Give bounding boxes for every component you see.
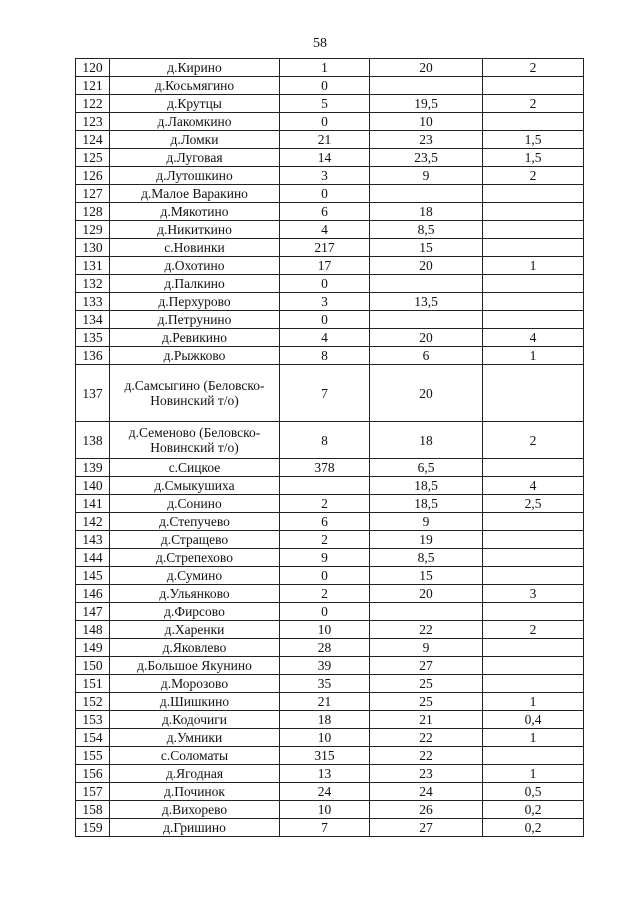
population-cell: 24 (280, 783, 370, 801)
settlement-name-cell: д.Кодочиги (110, 711, 280, 729)
table-row (76, 221, 584, 239)
table-row (76, 347, 584, 365)
row-number-cell: 143 (76, 531, 110, 549)
row-number-cell: 146 (76, 585, 110, 603)
population-cell: 7 (280, 365, 370, 422)
population-cell: 10 (280, 801, 370, 819)
distance-cell (370, 275, 483, 293)
extra-value-cell (483, 185, 584, 203)
extra-value-cell: 4 (483, 477, 584, 495)
settlement-name-cell: д.Степучево (110, 513, 280, 531)
settlement-name-cell: д.Петрунино (110, 311, 280, 329)
table-row (76, 77, 584, 95)
extra-value-cell (483, 293, 584, 311)
distance-cell: 15 (370, 567, 483, 585)
population-cell: 6 (280, 203, 370, 221)
row-number-cell: 150 (76, 657, 110, 675)
row-number-cell: 154 (76, 729, 110, 747)
table-row (76, 365, 584, 422)
table-row (76, 275, 584, 293)
row-number-cell: 136 (76, 347, 110, 365)
table-row (76, 495, 584, 513)
row-number-cell: 155 (76, 747, 110, 765)
row-number-cell: 125 (76, 149, 110, 167)
table-row (76, 131, 584, 149)
distance-cell: 20 (370, 59, 483, 77)
table-row (76, 113, 584, 131)
table-row (76, 149, 584, 167)
row-number-cell: 151 (76, 675, 110, 693)
extra-value-cell (483, 549, 584, 567)
row-number-cell: 128 (76, 203, 110, 221)
extra-value-cell: 3 (483, 585, 584, 603)
distance-cell: 19,5 (370, 95, 483, 113)
settlement-name-cell: с.Новинки (110, 239, 280, 257)
row-number-cell: 149 (76, 639, 110, 657)
settlement-name-cell: д.Ломки (110, 131, 280, 149)
distance-cell: 8,5 (370, 221, 483, 239)
table-row (76, 729, 584, 747)
row-number-cell: 123 (76, 113, 110, 131)
table-row (76, 675, 584, 693)
table-row (76, 657, 584, 675)
page-number: 58 (313, 36, 327, 51)
extra-value-cell: 4 (483, 329, 584, 347)
population-cell: 8 (280, 347, 370, 365)
population-cell: 10 (280, 729, 370, 747)
settlement-name-cell: д.Мякотино (110, 203, 280, 221)
settlement-name-cell: д.Никиткино (110, 221, 280, 239)
row-number-cell: 131 (76, 257, 110, 275)
table-row (76, 239, 584, 257)
row-number-cell: 121 (76, 77, 110, 95)
population-cell: 0 (280, 113, 370, 131)
extra-value-cell: 2 (483, 621, 584, 639)
extra-value-cell: 1 (483, 257, 584, 275)
extra-value-cell: 2 (483, 59, 584, 77)
table-row (76, 257, 584, 275)
settlement-name-cell: д.Лакомкино (110, 113, 280, 131)
distance-cell: 20 (370, 365, 483, 422)
distance-cell: 24 (370, 783, 483, 801)
distance-cell: 26 (370, 801, 483, 819)
row-number-cell: 159 (76, 819, 110, 837)
extra-value-cell: 2 (483, 422, 584, 459)
settlement-name-cell: д.Стращево (110, 531, 280, 549)
table-row (76, 531, 584, 549)
distance-cell (370, 185, 483, 203)
distance-cell: 20 (370, 257, 483, 275)
population-cell: 0 (280, 185, 370, 203)
distance-cell: 18 (370, 422, 483, 459)
extra-value-cell (483, 747, 584, 765)
distance-cell: 15 (370, 239, 483, 257)
population-cell: 315 (280, 747, 370, 765)
table-row (76, 459, 584, 477)
table-row (76, 203, 584, 221)
table-row (76, 783, 584, 801)
population-cell: 0 (280, 567, 370, 585)
settlement-name-cell: д.Перхурово (110, 293, 280, 311)
extra-value-cell (483, 113, 584, 131)
settlement-name-cell: д.Луговая (110, 149, 280, 167)
settlement-name-cell: д.Лутошкино (110, 167, 280, 185)
extra-value-cell: 1 (483, 693, 584, 711)
settlement-name-cell: д.Сонино (110, 495, 280, 513)
extra-value-cell: 2 (483, 167, 584, 185)
table-row (76, 621, 584, 639)
settlement-name-cell: д.Рыжково (110, 347, 280, 365)
row-number-cell: 139 (76, 459, 110, 477)
distance-cell: 6,5 (370, 459, 483, 477)
distance-cell (370, 311, 483, 329)
settlement-name-cell: д.Ягодная (110, 765, 280, 783)
extra-value-cell (483, 311, 584, 329)
table-row (76, 747, 584, 765)
extra-value-cell (483, 675, 584, 693)
table-body (76, 59, 584, 837)
settlement-name-cell: с.Сицкое (110, 459, 280, 477)
population-cell: 5 (280, 95, 370, 113)
row-number-cell: 152 (76, 693, 110, 711)
distance-cell: 25 (370, 675, 483, 693)
population-cell: 6 (280, 513, 370, 531)
population-cell: 21 (280, 693, 370, 711)
distance-cell: 9 (370, 167, 483, 185)
extra-value-cell (483, 275, 584, 293)
population-cell: 4 (280, 221, 370, 239)
distance-cell: 9 (370, 639, 483, 657)
row-number-cell: 124 (76, 131, 110, 149)
population-cell: 2 (280, 495, 370, 513)
population-cell: 13 (280, 765, 370, 783)
population-cell: 2 (280, 531, 370, 549)
population-cell: 39 (280, 657, 370, 675)
distance-cell (370, 77, 483, 95)
extra-value-cell (483, 459, 584, 477)
row-number-cell: 138 (76, 422, 110, 459)
extra-value-cell: 0,2 (483, 801, 584, 819)
extra-value-cell: 1,5 (483, 149, 584, 167)
table-row (76, 95, 584, 113)
population-cell: 28 (280, 639, 370, 657)
row-number-cell: 147 (76, 603, 110, 621)
table-row (76, 329, 584, 347)
distance-cell: 18,5 (370, 495, 483, 513)
settlement-name-cell: д.Косьмягино (110, 77, 280, 95)
row-number-cell: 156 (76, 765, 110, 783)
row-number-cell: 145 (76, 567, 110, 585)
settlement-name-cell: д.Смыкушиха (110, 477, 280, 495)
extra-value-cell: 2,5 (483, 495, 584, 513)
extra-value-cell: 1,5 (483, 131, 584, 149)
table-row (76, 293, 584, 311)
row-number-cell: 137 (76, 365, 110, 422)
table-row (76, 819, 584, 837)
distance-cell: 19 (370, 531, 483, 549)
table-row (76, 639, 584, 657)
distance-cell: 23 (370, 765, 483, 783)
population-cell: 14 (280, 149, 370, 167)
settlement-name-cell: д.Шишкино (110, 693, 280, 711)
distance-cell: 8,5 (370, 549, 483, 567)
extra-value-cell (483, 531, 584, 549)
population-cell: 9 (280, 549, 370, 567)
table-row (76, 167, 584, 185)
settlement-name-cell: д.Крутцы (110, 95, 280, 113)
row-number-cell: 126 (76, 167, 110, 185)
settlement-name-cell: д.Большое Якунино (110, 657, 280, 675)
row-number-cell: 157 (76, 783, 110, 801)
settlement-name-cell: д.Харенки (110, 621, 280, 639)
table-row (76, 513, 584, 531)
row-number-cell: 153 (76, 711, 110, 729)
row-number-cell: 130 (76, 239, 110, 257)
settlement-name-cell: д.Умники (110, 729, 280, 747)
table-row (76, 603, 584, 621)
extra-value-cell: 1 (483, 729, 584, 747)
population-cell: 17 (280, 257, 370, 275)
table-row (76, 801, 584, 819)
extra-value-cell: 2 (483, 95, 584, 113)
extra-value-cell (483, 639, 584, 657)
extra-value-cell (483, 513, 584, 531)
extra-value-cell: 0,4 (483, 711, 584, 729)
extra-value-cell: 0,5 (483, 783, 584, 801)
distance-cell: 6 (370, 347, 483, 365)
distance-cell: 25 (370, 693, 483, 711)
row-number-cell: 129 (76, 221, 110, 239)
table-row (76, 711, 584, 729)
population-cell: 3 (280, 167, 370, 185)
table-row (76, 549, 584, 567)
extra-value-cell (483, 657, 584, 675)
table-row (76, 185, 584, 203)
extra-value-cell: 1 (483, 347, 584, 365)
settlement-name-cell: д.Малое Варакино (110, 185, 280, 203)
extra-value-cell: 0,2 (483, 819, 584, 837)
settlements-table (75, 58, 584, 837)
table-row (76, 567, 584, 585)
extra-value-cell (483, 365, 584, 422)
distance-cell: 18 (370, 203, 483, 221)
distance-cell (370, 603, 483, 621)
settlement-name-cell: д.Гришино (110, 819, 280, 837)
table-row (76, 59, 584, 77)
distance-cell: 9 (370, 513, 483, 531)
row-number-cell: 127 (76, 185, 110, 203)
population-cell: 0 (280, 311, 370, 329)
row-number-cell: 158 (76, 801, 110, 819)
distance-cell: 10 (370, 113, 483, 131)
population-cell: 0 (280, 275, 370, 293)
table-row (76, 477, 584, 495)
row-number-cell: 141 (76, 495, 110, 513)
population-cell: 0 (280, 77, 370, 95)
population-cell (280, 477, 370, 495)
row-number-cell: 140 (76, 477, 110, 495)
settlement-name-cell: с.Соломаты (110, 747, 280, 765)
population-cell: 0 (280, 603, 370, 621)
population-cell: 8 (280, 422, 370, 459)
extra-value-cell (483, 567, 584, 585)
settlement-name-cell: д.Охотино (110, 257, 280, 275)
settlement-name-cell: д.Фирсово (110, 603, 280, 621)
extra-value-cell: 1 (483, 765, 584, 783)
settlement-name-cell: д.Самсыгино (Беловско-Новинский т/о) (110, 365, 280, 422)
population-cell: 10 (280, 621, 370, 639)
distance-cell: 13,5 (370, 293, 483, 311)
settlement-name-cell: д.Яковлево (110, 639, 280, 657)
row-number-cell: 120 (76, 59, 110, 77)
population-cell: 2 (280, 585, 370, 603)
distance-cell: 23 (370, 131, 483, 149)
settlement-name-cell: д.Ульянково (110, 585, 280, 603)
population-cell: 3 (280, 293, 370, 311)
settlement-name-cell: д.Морозово (110, 675, 280, 693)
population-cell: 217 (280, 239, 370, 257)
population-cell: 7 (280, 819, 370, 837)
distance-cell: 21 (370, 711, 483, 729)
population-cell: 35 (280, 675, 370, 693)
extra-value-cell (483, 203, 584, 221)
extra-value-cell (483, 77, 584, 95)
extra-value-cell (483, 603, 584, 621)
distance-cell: 22 (370, 729, 483, 747)
row-number-cell: 142 (76, 513, 110, 531)
row-number-cell: 135 (76, 329, 110, 347)
distance-cell: 23,5 (370, 149, 483, 167)
table-row (76, 765, 584, 783)
settlement-name-cell: д.Семеново (Беловско-Новинский т/о) (110, 422, 280, 459)
extra-value-cell (483, 221, 584, 239)
row-number-cell: 134 (76, 311, 110, 329)
row-number-cell: 132 (76, 275, 110, 293)
row-number-cell: 122 (76, 95, 110, 113)
population-cell: 378 (280, 459, 370, 477)
extra-value-cell (483, 239, 584, 257)
settlement-name-cell: д.Кирино (110, 59, 280, 77)
table-row (76, 422, 584, 459)
settlement-name-cell: д.Вихорево (110, 801, 280, 819)
distance-cell: 22 (370, 747, 483, 765)
table-row (76, 693, 584, 711)
row-number-cell: 144 (76, 549, 110, 567)
row-number-cell: 148 (76, 621, 110, 639)
settlement-name-cell: д.Починок (110, 783, 280, 801)
row-number-cell: 133 (76, 293, 110, 311)
settlement-name-cell: д.Палкино (110, 275, 280, 293)
distance-cell: 20 (370, 329, 483, 347)
population-cell: 21 (280, 131, 370, 149)
table-row (76, 311, 584, 329)
settlement-name-cell: д.Сумино (110, 567, 280, 585)
table-row (76, 585, 584, 603)
distance-cell: 18,5 (370, 477, 483, 495)
distance-cell: 27 (370, 819, 483, 837)
distance-cell: 22 (370, 621, 483, 639)
distance-cell: 27 (370, 657, 483, 675)
settlement-name-cell: д.Ревикино (110, 329, 280, 347)
settlement-name-cell: д.Стрепехово (110, 549, 280, 567)
distance-cell: 20 (370, 585, 483, 603)
population-cell: 4 (280, 329, 370, 347)
population-cell: 1 (280, 59, 370, 77)
population-cell: 18 (280, 711, 370, 729)
